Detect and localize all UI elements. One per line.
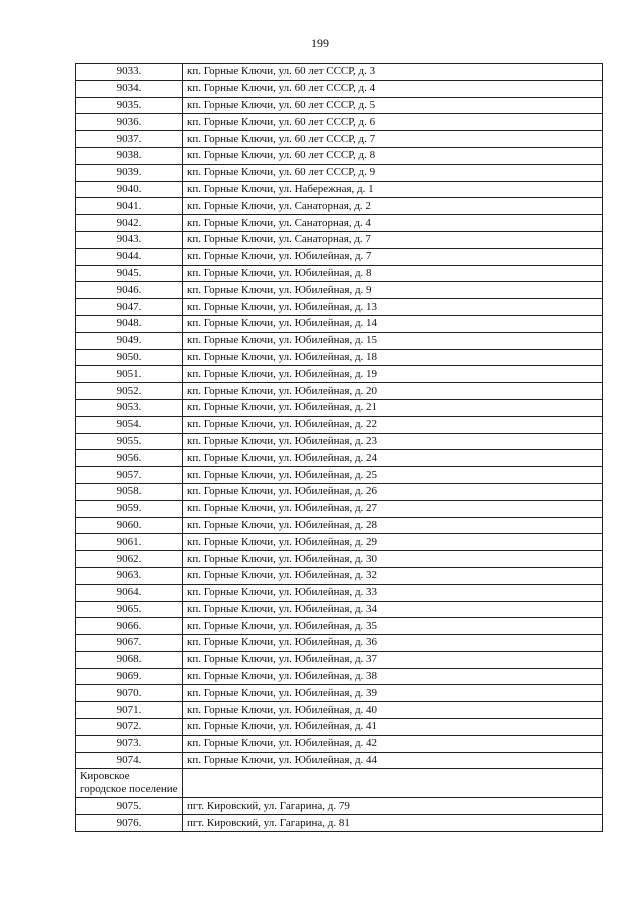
address-registry-table: [75, 63, 603, 832]
row-number: 9046.: [76, 282, 183, 299]
row-address: кп. Горные Ключи, ул. Юбилейная, д. 13: [183, 299, 603, 316]
row-number: 9066.: [76, 618, 183, 635]
row-address: кп. Горные Ключи, ул. 60 лет СССР, д. 9: [183, 164, 603, 181]
row-address: кп. Горные Ключи, ул. 60 лет СССР, д. 4: [183, 80, 603, 97]
table-row: [76, 601, 603, 618]
registry-group-section: [76, 769, 603, 798]
row-address: кп. Горные Ключи, ул. Юбилейная, д. 8: [183, 265, 603, 282]
table-row: [76, 399, 603, 416]
row-number: 9040.: [76, 181, 183, 198]
table-row: [76, 567, 603, 584]
row-number: 9059.: [76, 500, 183, 517]
table-row: [76, 383, 603, 400]
row-address: кп. Горные Ключи, ул. Санаторная, д. 7: [183, 231, 603, 248]
row-number: 9056.: [76, 450, 183, 467]
row-address: кп. Горные Ключи, ул. 60 лет СССР, д. 6: [183, 114, 603, 131]
table-row: [76, 651, 603, 668]
table-row: [76, 315, 603, 332]
row-address: кп. Горные Ключи, ул. 60 лет СССР, д. 5: [183, 97, 603, 114]
row-address: кп. Горные Ключи, ул. Юбилейная, д. 34: [183, 601, 603, 618]
row-number: 9069.: [76, 668, 183, 685]
row-address: кп. Горные Ключи, ул. Юбилейная, д. 39: [183, 685, 603, 702]
row-address: кп. Горные Ключи, ул. Санаторная, д. 2: [183, 198, 603, 215]
table-row: [76, 248, 603, 265]
row-address: кп. Горные Ключи, ул. Юбилейная, д. 30: [183, 551, 603, 568]
row-address: кп. Горные Ключи, ул. Юбилейная, д. 25: [183, 467, 603, 484]
table-row: [76, 181, 603, 198]
row-number: 9071.: [76, 702, 183, 719]
row-address: кп. Горные Ключи, ул. Юбилейная, д. 27: [183, 500, 603, 517]
table-row: [76, 500, 603, 517]
table-row: [76, 433, 603, 450]
row-address: кп. Горные Ключи, ул. Юбилейная, д. 18: [183, 349, 603, 366]
table-row: [76, 483, 603, 500]
row-number: 9058.: [76, 483, 183, 500]
registry-rows-secondary: [76, 798, 603, 832]
row-address: кп. Горные Ключи, ул. Юбилейная, д. 22: [183, 416, 603, 433]
row-address: кп. Горные Ключи, ул. Юбилейная, д. 9: [183, 282, 603, 299]
row-number: 9063.: [76, 567, 183, 584]
row-address: кп. Горные Ключи, ул. Юбилейная, д. 36: [183, 635, 603, 652]
table-row: [76, 349, 603, 366]
row-address: кп. Горные Ключи, ул. Юбилейная, д. 28: [183, 517, 603, 534]
table-row: [76, 332, 603, 349]
table-row: [76, 798, 603, 815]
table-row: [76, 131, 603, 148]
row-number: 9044.: [76, 248, 183, 265]
row-number: 9048.: [76, 315, 183, 332]
row-address: кп. Горные Ключи, ул. 60 лет СССР, д. 3: [183, 64, 603, 81]
row-number: 9036.: [76, 114, 183, 131]
row-number: 9037.: [76, 131, 183, 148]
group-heading-empty-cell: [183, 769, 603, 798]
table-row: [76, 719, 603, 736]
row-number: 9074.: [76, 752, 183, 769]
row-number: 9065.: [76, 601, 183, 618]
table-row: [76, 517, 603, 534]
row-address: пгт. Кировский, ул. Гагарина, д. 79: [183, 798, 603, 815]
table-row: [76, 231, 603, 248]
row-number: 9039.: [76, 164, 183, 181]
row-address: кп. Горные Ключи, ул. 60 лет СССР, д. 7: [183, 131, 603, 148]
row-number: 9064.: [76, 584, 183, 601]
registry-rows-primary: [76, 64, 603, 769]
table-row: [76, 164, 603, 181]
table-row: [76, 551, 603, 568]
row-number: 9038.: [76, 147, 183, 164]
table-row: [76, 215, 603, 232]
row-number: 9072.: [76, 719, 183, 736]
table-row: [76, 366, 603, 383]
group-heading-row: [76, 769, 603, 798]
table-row: [76, 618, 603, 635]
row-number: 9045.: [76, 265, 183, 282]
table-row: [76, 416, 603, 433]
table-row: [76, 114, 603, 131]
row-number: 9052.: [76, 383, 183, 400]
table-row: [76, 198, 603, 215]
row-number: 9034.: [76, 80, 183, 97]
table-row: [76, 815, 603, 832]
table-row: [76, 668, 603, 685]
row-number: 9057.: [76, 467, 183, 484]
row-address: кп. Горные Ключи, ул. Юбилейная, д. 44: [183, 752, 603, 769]
table-row: [76, 584, 603, 601]
row-address: кп. Горные Ключи, ул. Юбилейная, д. 23: [183, 433, 603, 450]
row-number: 9047.: [76, 299, 183, 316]
row-address: кп. Горные Ключи, ул. Юбилейная, д. 29: [183, 534, 603, 551]
row-address: кп. Горные Ключи, ул. Юбилейная, д. 42: [183, 735, 603, 752]
row-number: 9051.: [76, 366, 183, 383]
row-address: кп. Горные Ключи, ул. Юбилейная, д. 14: [183, 315, 603, 332]
table-row: [76, 467, 603, 484]
row-address: кп. Горные Ключи, ул. Юбилейная, д. 41: [183, 719, 603, 736]
row-address: кп. Горные Ключи, ул. Юбилейная, д. 7: [183, 248, 603, 265]
table-row: [76, 735, 603, 752]
row-number: 9053.: [76, 399, 183, 416]
row-number: 9075.: [76, 798, 183, 815]
row-number: 9068.: [76, 651, 183, 668]
table-row: [76, 299, 603, 316]
row-address: кп. Горные Ключи, ул. Юбилейная, д. 35: [183, 618, 603, 635]
row-number: 9061.: [76, 534, 183, 551]
row-number: 9076.: [76, 815, 183, 832]
table-row: [76, 97, 603, 114]
row-address: кп. Горные Ключи, ул. Юбилейная, д. 37: [183, 651, 603, 668]
row-address: кп. Горные Ключи, ул. Юбилейная, д. 24: [183, 450, 603, 467]
group-heading: Кировское городское поселение: [76, 769, 183, 798]
row-address: кп. Горные Ключи, ул. Юбилейная, д. 38: [183, 668, 603, 685]
row-address: кп. Горные Ключи, ул. Юбилейная, д. 15: [183, 332, 603, 349]
row-number: 9033.: [76, 64, 183, 81]
row-number: 9041.: [76, 198, 183, 215]
row-number: 9067.: [76, 635, 183, 652]
row-number: 9062.: [76, 551, 183, 568]
row-address: кп. Горные Ключи, ул. Юбилейная, д. 33: [183, 584, 603, 601]
row-address: кп. Горные Ключи, ул. Набережная, д. 1: [183, 181, 603, 198]
row-number: 9060.: [76, 517, 183, 534]
row-address: кп. Горные Ключи, ул. Юбилейная, д. 40: [183, 702, 603, 719]
row-address: пгт. Кировский, ул. Гагарина, д. 81: [183, 815, 603, 832]
row-number: 9073.: [76, 735, 183, 752]
table-row: [76, 752, 603, 769]
row-address: кп. Горные Ключи, ул. Юбилейная, д. 21: [183, 399, 603, 416]
row-number: 9050.: [76, 349, 183, 366]
row-number: 9043.: [76, 231, 183, 248]
row-address: кп. Горные Ключи, ул. Юбилейная, д. 19: [183, 366, 603, 383]
table-row: [76, 702, 603, 719]
table-row: [76, 147, 603, 164]
table-row: [76, 685, 603, 702]
table-row: [76, 635, 603, 652]
table-row: [76, 64, 603, 81]
table-row: [76, 282, 603, 299]
table-row: [76, 450, 603, 467]
row-address: кп. Горные Ключи, ул. 60 лет СССР, д. 8: [183, 147, 603, 164]
row-address: кп. Горные Ключи, ул. Юбилейная, д. 20: [183, 383, 603, 400]
row-address: кп. Горные Ключи, ул. Юбилейная, д. 26: [183, 483, 603, 500]
row-number: 9049.: [76, 332, 183, 349]
page-number: 199: [311, 36, 329, 50]
row-number: 9035.: [76, 97, 183, 114]
table-row: [76, 80, 603, 97]
table-row: [76, 265, 603, 282]
row-number: 9055.: [76, 433, 183, 450]
row-number: 9070.: [76, 685, 183, 702]
row-number: 9054.: [76, 416, 183, 433]
row-address: кп. Горные Ключи, ул. Юбилейная, д. 32: [183, 567, 603, 584]
row-address: кп. Горные Ключи, ул. Санаторная, д. 4: [183, 215, 603, 232]
table-row: [76, 534, 603, 551]
row-number: 9042.: [76, 215, 183, 232]
